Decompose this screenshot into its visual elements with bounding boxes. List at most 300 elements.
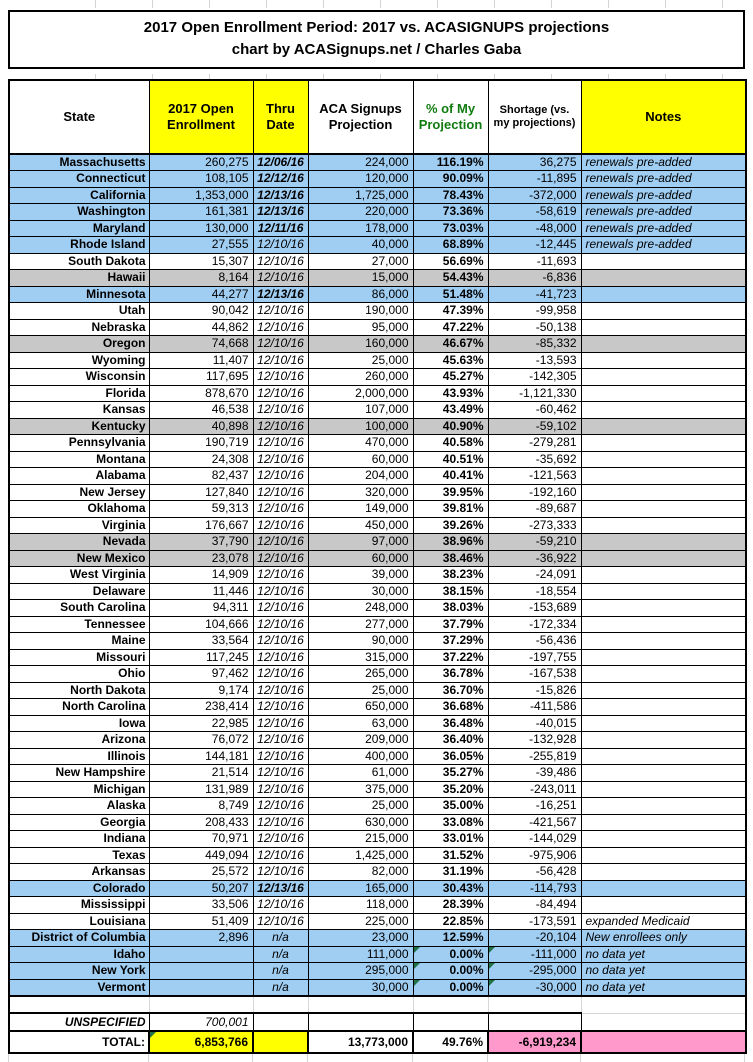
cell-thru-date: 12/10/16 [253, 534, 308, 551]
cell-shortage: -255,819 [488, 748, 581, 765]
cell-state: Nevada [9, 534, 149, 551]
cell-pct: 0.00% [413, 946, 488, 963]
cell-thru-date: 12/10/16 [253, 732, 308, 749]
cell-state: Idaho [9, 946, 149, 963]
cell-enrollment: 46,538 [149, 402, 253, 419]
table-row-texas [9, 847, 746, 864]
cell-projection: 277,000 [308, 616, 413, 633]
gridline-tick [608, 0, 609, 8]
cell-shortage: -50,138 [488, 319, 581, 336]
cell-notes [581, 418, 746, 435]
cell-notes: renewals pre-added [581, 220, 746, 237]
table-row-maine [9, 633, 746, 650]
cell-shortage: -40,015 [488, 715, 581, 732]
spacer-cell [9, 996, 149, 1013]
cell-notes [581, 385, 746, 402]
cell-notes [581, 253, 746, 270]
cell-thru-date: 12/10/16 [253, 831, 308, 848]
cell-pct: 36.78% [413, 666, 488, 683]
cell-thru-date: 12/10/16 [253, 864, 308, 881]
table-row-mississippi [9, 897, 746, 914]
cell-state: Vermont [9, 979, 149, 996]
gridline-tick [266, 74, 267, 79]
cell-thru-date: 12/10/16 [253, 369, 308, 386]
cell-shortage: -975,906 [488, 847, 581, 864]
cell-notes: renewals pre-added [581, 187, 746, 204]
cell-thru-date: 12/10/16 [253, 600, 308, 617]
cell-state: Illinois [9, 748, 149, 765]
cell-shortage: -84,494 [488, 897, 581, 914]
gridline-tick [252, 1054, 253, 1062]
cell-enrollment: 238,414 [149, 699, 253, 716]
cell-thru-date: 12/10/16 [253, 649, 308, 666]
cell-enrollment: 449,094 [149, 847, 253, 864]
cell-state: Montana [9, 451, 149, 468]
cell-enrollment: 94,311 [149, 600, 253, 617]
cell-notes [581, 369, 746, 386]
cell-state: Minnesota [9, 286, 149, 303]
cell-projection: 225,000 [308, 913, 413, 930]
cell-projection: 470,000 [308, 435, 413, 452]
cell-thru-date: 12/10/16 [253, 517, 308, 534]
cell-pct: 39.81% [413, 501, 488, 518]
cell-pct: 54.43% [413, 270, 488, 287]
cell-projection: 2,000,000 [308, 385, 413, 402]
table-row-south-carolina [9, 600, 746, 617]
total-projection: 13,773,000 [308, 1031, 413, 1053]
gridline-tick [152, 74, 153, 79]
cell-pct: 73.03% [413, 220, 488, 237]
gridline-tick [665, 74, 666, 79]
table-row-alaska [9, 798, 746, 815]
gridline-tick [307, 1054, 308, 1062]
cell-enrollment: 82,437 [149, 468, 253, 485]
cell-state: Hawaii [9, 270, 149, 287]
cell-pct: 36.68% [413, 699, 488, 716]
col-header-projection: ACA Signups Projection [308, 80, 413, 154]
cell-state: Nebraska [9, 319, 149, 336]
cell-state: Virginia [9, 517, 149, 534]
cell-enrollment: 117,695 [149, 369, 253, 386]
cell-shortage: -172,334 [488, 616, 581, 633]
cell-notes: no data yet [581, 963, 746, 980]
cell-notes [581, 864, 746, 881]
cell-state: Pennsylvania [9, 435, 149, 452]
cell-shortage: -18,554 [488, 583, 581, 600]
cell-pct: 31.19% [413, 864, 488, 881]
cell-pct: 0.00% [413, 979, 488, 996]
cell-projection: 224,000 [308, 154, 413, 171]
cell-enrollment: 97,462 [149, 666, 253, 683]
cell-projection: 61,000 [308, 765, 413, 782]
cell-shortage: -279,281 [488, 435, 581, 452]
cell-state: Indiana [9, 831, 149, 848]
cell-enrollment: 25,572 [149, 864, 253, 881]
table-row-nevada [9, 534, 746, 551]
cell-projection: 90,000 [308, 633, 413, 650]
table-row-north-carolina [9, 699, 746, 716]
cell-enrollment: 23,078 [149, 550, 253, 567]
table-row-montana [9, 451, 746, 468]
cell-projection: 40,000 [308, 237, 413, 254]
cell-thru-date: 12/10/16 [253, 583, 308, 600]
cell-shortage: -48,000 [488, 220, 581, 237]
gridline-tick [494, 74, 495, 79]
unspecified-pct-cell [413, 1013, 488, 1031]
cell-shortage: -56,428 [488, 864, 581, 881]
cell-thru-date: 12/13/16 [253, 187, 308, 204]
table-row-california [9, 187, 746, 204]
table-row-pennsylvania [9, 435, 746, 452]
header-row [9, 80, 746, 154]
cell-notes [581, 699, 746, 716]
cell-state: Utah [9, 303, 149, 320]
cell-enrollment: 11,446 [149, 583, 253, 600]
cell-thru-date: 12/10/16 [253, 798, 308, 815]
table-row-missouri [9, 649, 746, 666]
cell-enrollment: 161,381 [149, 204, 253, 221]
cell-projection: 25,000 [308, 352, 413, 369]
cell-state: Rhode Island [9, 237, 149, 254]
cell-thru-date: n/a [253, 963, 308, 980]
cell-thru-date: 12/10/16 [253, 385, 308, 402]
cell-notes: renewals pre-added [581, 204, 746, 221]
cell-pct: 39.26% [413, 517, 488, 534]
cell-thru-date: 12/11/16 [253, 220, 308, 237]
cell-notes [581, 732, 746, 749]
cell-state: North Dakota [9, 682, 149, 699]
cell-notes [581, 765, 746, 782]
cell-notes: renewals pre-added [581, 171, 746, 188]
cell-enrollment: 44,277 [149, 286, 253, 303]
cell-shortage: -167,538 [488, 666, 581, 683]
cell-pct: 35.20% [413, 781, 488, 798]
cell-pct: 38.23% [413, 567, 488, 584]
cell-projection: 204,000 [308, 468, 413, 485]
cell-enrollment: 208,433 [149, 814, 253, 831]
table-row-massachusetts [9, 154, 746, 171]
cell-pct: 12.59% [413, 930, 488, 947]
cell-notes [581, 633, 746, 650]
cell-pct: 43.49% [413, 402, 488, 419]
table-row-minnesota [9, 286, 746, 303]
cell-notes [581, 303, 746, 320]
cell-pct: 39.95% [413, 484, 488, 501]
cell-projection: 315,000 [308, 649, 413, 666]
cell-state: Oklahoma [9, 501, 149, 518]
cell-thru-date: 12/13/16 [253, 204, 308, 221]
table-row-new-york [9, 963, 746, 980]
cell-shortage: -192,160 [488, 484, 581, 501]
cell-enrollment: 40,898 [149, 418, 253, 435]
spacer-cell [413, 996, 488, 1013]
cell-shortage: -6,836 [488, 270, 581, 287]
cell-projection: 60,000 [308, 550, 413, 567]
total-notes-cell [581, 1031, 746, 1053]
cell-enrollment: 117,245 [149, 649, 253, 666]
gridline-tick [323, 0, 324, 8]
total-enrollment: 6,853,766 [149, 1031, 253, 1053]
cell-thru-date: 12/10/16 [253, 402, 308, 419]
cell-enrollment: 127,840 [149, 484, 253, 501]
table-row-new-mexico [9, 550, 746, 567]
gridline-tick [665, 0, 666, 8]
cell-thru-date: 12/10/16 [253, 682, 308, 699]
cell-notes [581, 352, 746, 369]
cell-notes [581, 798, 746, 815]
table-row-wyoming [9, 352, 746, 369]
cell-enrollment: 130,000 [149, 220, 253, 237]
cell-state: Connecticut [9, 171, 149, 188]
cell-shortage: -56,436 [488, 633, 581, 650]
cell-state: New Hampshire [9, 765, 149, 782]
cell-shortage: -243,011 [488, 781, 581, 798]
table-row-new-hampshire [9, 765, 746, 782]
cell-projection: 107,000 [308, 402, 413, 419]
cell-pct: 43.93% [413, 385, 488, 402]
table-row-new-jersey [9, 484, 746, 501]
cell-state: Louisiana [9, 913, 149, 930]
cell-pct: 47.22% [413, 319, 488, 336]
cell-projection: 63,000 [308, 715, 413, 732]
cell-state: Alaska [9, 798, 149, 815]
cell-notes [581, 501, 746, 518]
cell-notes [581, 781, 746, 798]
gridline-tick [209, 0, 210, 8]
cell-projection: 82,000 [308, 864, 413, 881]
table-row-tennessee [9, 616, 746, 633]
cell-projection: 265,000 [308, 666, 413, 683]
cell-enrollment: 76,072 [149, 732, 253, 749]
cell-shortage: -11,895 [488, 171, 581, 188]
cell-projection: 190,000 [308, 303, 413, 320]
cell-notes: New enrollees only [581, 930, 746, 947]
cell-pct: 40.90% [413, 418, 488, 435]
gridline-tick [437, 74, 438, 79]
table-row-arkansas [9, 864, 746, 881]
cell-enrollment: 176,667 [149, 517, 253, 534]
gridline-tick [437, 0, 438, 8]
cell-state: District of Columbia [9, 930, 149, 947]
gridline-tick [148, 1054, 149, 1062]
cell-enrollment [149, 963, 253, 980]
cell-notes [581, 517, 746, 534]
table-row-vermont [9, 979, 746, 996]
cell-pct: 73.36% [413, 204, 488, 221]
cell-state: Texas [9, 847, 149, 864]
cell-state: Michigan [9, 781, 149, 798]
cell-projection: 178,000 [308, 220, 413, 237]
total-label: TOTAL: [9, 1031, 149, 1053]
cell-notes [581, 880, 746, 897]
cell-projection: 25,000 [308, 798, 413, 815]
cell-thru-date: 12/10/16 [253, 765, 308, 782]
col-header-pct: % of My Projection [413, 80, 488, 154]
cell-thru-date: 12/10/16 [253, 666, 308, 683]
cell-thru-date: 12/10/16 [253, 319, 308, 336]
gridline-tick [266, 0, 267, 8]
table-row-oklahoma [9, 501, 746, 518]
cell-enrollment: 2,896 [149, 930, 253, 947]
cell-shortage: -411,586 [488, 699, 581, 716]
cell-pct: 40.51% [413, 451, 488, 468]
cell-thru-date: 12/10/16 [253, 616, 308, 633]
cell-thru-date: 12/10/16 [253, 352, 308, 369]
table-row-illinois [9, 748, 746, 765]
cell-enrollment: 11,407 [149, 352, 253, 369]
cell-notes [581, 715, 746, 732]
cell-state: Kentucky [9, 418, 149, 435]
cell-projection: 111,000 [308, 946, 413, 963]
cell-notes: renewals pre-added [581, 154, 746, 171]
cell-notes [581, 468, 746, 485]
cell-projection: 248,000 [308, 600, 413, 617]
cell-projection: 320,000 [308, 484, 413, 501]
gridline-tick [722, 74, 723, 79]
cell-enrollment: 15,307 [149, 253, 253, 270]
cell-notes [581, 748, 746, 765]
cell-pct: 35.00% [413, 798, 488, 815]
cell-pct: 36.05% [413, 748, 488, 765]
cell-notes [581, 600, 746, 617]
cell-shortage: -111,000 [488, 946, 581, 963]
table-row-rhode-island [9, 237, 746, 254]
cell-projection: 27,000 [308, 253, 413, 270]
cell-projection: 39,000 [308, 567, 413, 584]
cell-enrollment: 33,506 [149, 897, 253, 914]
cell-state: New Mexico [9, 550, 149, 567]
cell-notes [581, 319, 746, 336]
cell-thru-date: 12/10/16 [253, 435, 308, 452]
bottom-gridline-stub [8, 1054, 745, 1062]
cell-shortage: -121,563 [488, 468, 581, 485]
gridline-tick [608, 74, 609, 79]
cell-projection: 97,000 [308, 534, 413, 551]
cell-pct: 38.15% [413, 583, 488, 600]
gridline-tick [580, 1054, 581, 1062]
cell-pct: 45.27% [413, 369, 488, 386]
table-row-maryland [9, 220, 746, 237]
cell-notes [581, 451, 746, 468]
cell-enrollment: 1,353,000 [149, 187, 253, 204]
cell-shortage: 36,275 [488, 154, 581, 171]
cell-shortage: -41,723 [488, 286, 581, 303]
table-row-arizona [9, 732, 746, 749]
spacer-cell [253, 996, 308, 1013]
cell-shortage: -153,689 [488, 600, 581, 617]
cell-enrollment: 27,555 [149, 237, 253, 254]
cell-state: New York [9, 963, 149, 980]
cell-enrollment: 24,308 [149, 451, 253, 468]
table-row-district-of-columbia [9, 930, 746, 947]
cell-projection: 209,000 [308, 732, 413, 749]
cell-enrollment: 50,207 [149, 880, 253, 897]
cell-notes: renewals pre-added [581, 237, 746, 254]
gridline-tick [209, 74, 210, 79]
cell-enrollment: 44,862 [149, 319, 253, 336]
cell-notes [581, 484, 746, 501]
cell-enrollment: 8,164 [149, 270, 253, 287]
cell-state: Delaware [9, 583, 149, 600]
cell-state: Massachusetts [9, 154, 149, 171]
cell-projection: 25,000 [308, 682, 413, 699]
cell-projection: 650,000 [308, 699, 413, 716]
cell-state: Iowa [9, 715, 149, 732]
cell-pct: 37.22% [413, 649, 488, 666]
cell-thru-date: 12/10/16 [253, 814, 308, 831]
cell-pct: 68.89% [413, 237, 488, 254]
cell-pct: 38.96% [413, 534, 488, 551]
cell-enrollment: 70,971 [149, 831, 253, 848]
top-gridline-stub [8, 0, 745, 8]
cell-projection: 60,000 [308, 451, 413, 468]
cell-shortage: -59,210 [488, 534, 581, 551]
cell-state: Ohio [9, 666, 149, 683]
cell-pct: 22.85% [413, 913, 488, 930]
cell-state: Colorado [9, 880, 149, 897]
cell-state: Georgia [9, 814, 149, 831]
table-row-nebraska [9, 319, 746, 336]
cell-thru-date: n/a [253, 946, 308, 963]
cell-thru-date: 12/10/16 [253, 699, 308, 716]
cell-notes [581, 270, 746, 287]
cell-shortage: -144,029 [488, 831, 581, 848]
cell-enrollment [149, 979, 253, 996]
cell-enrollment: 21,514 [149, 765, 253, 782]
table-row-iowa [9, 715, 746, 732]
cell-thru-date: 12/10/16 [253, 484, 308, 501]
cell-pct: 36.48% [413, 715, 488, 732]
cell-notes [581, 286, 746, 303]
cell-projection: 30,000 [308, 979, 413, 996]
gridline-tick [380, 74, 381, 79]
cell-notes [581, 567, 746, 584]
table-row-delaware [9, 583, 746, 600]
cell-projection: 23,000 [308, 930, 413, 947]
cell-shortage: -85,332 [488, 336, 581, 353]
table-row-georgia [9, 814, 746, 831]
cell-notes: no data yet [581, 979, 746, 996]
table-row-michigan [9, 781, 746, 798]
gridline-tick [744, 1054, 745, 1062]
cell-notes [581, 847, 746, 864]
table-row-virginia [9, 517, 746, 534]
cell-pct: 37.79% [413, 616, 488, 633]
cell-enrollment: 144,181 [149, 748, 253, 765]
table-row-hawaii [9, 270, 746, 287]
table-row-washington [9, 204, 746, 221]
gridline-tick [380, 0, 381, 8]
cell-shortage: -273,333 [488, 517, 581, 534]
title-box [8, 10, 745, 69]
cell-notes [581, 550, 746, 567]
cell-pct: 0.00% [413, 963, 488, 980]
cell-thru-date: n/a [253, 979, 308, 996]
cell-notes [581, 402, 746, 419]
cell-notes [581, 666, 746, 683]
cell-thru-date: 12/10/16 [253, 468, 308, 485]
cell-pct: 38.03% [413, 600, 488, 617]
cell-projection: 149,000 [308, 501, 413, 518]
col-header-state: State [9, 80, 149, 154]
cell-thru-date: 12/10/16 [253, 451, 308, 468]
cell-shortage: -1,121,330 [488, 385, 581, 402]
cell-state: Wisconsin [9, 369, 149, 386]
gridline-tick [8, 1054, 9, 1062]
cell-thru-date: 12/13/16 [253, 286, 308, 303]
spacer-cell [308, 996, 413, 1013]
cell-shortage: -20,104 [488, 930, 581, 947]
